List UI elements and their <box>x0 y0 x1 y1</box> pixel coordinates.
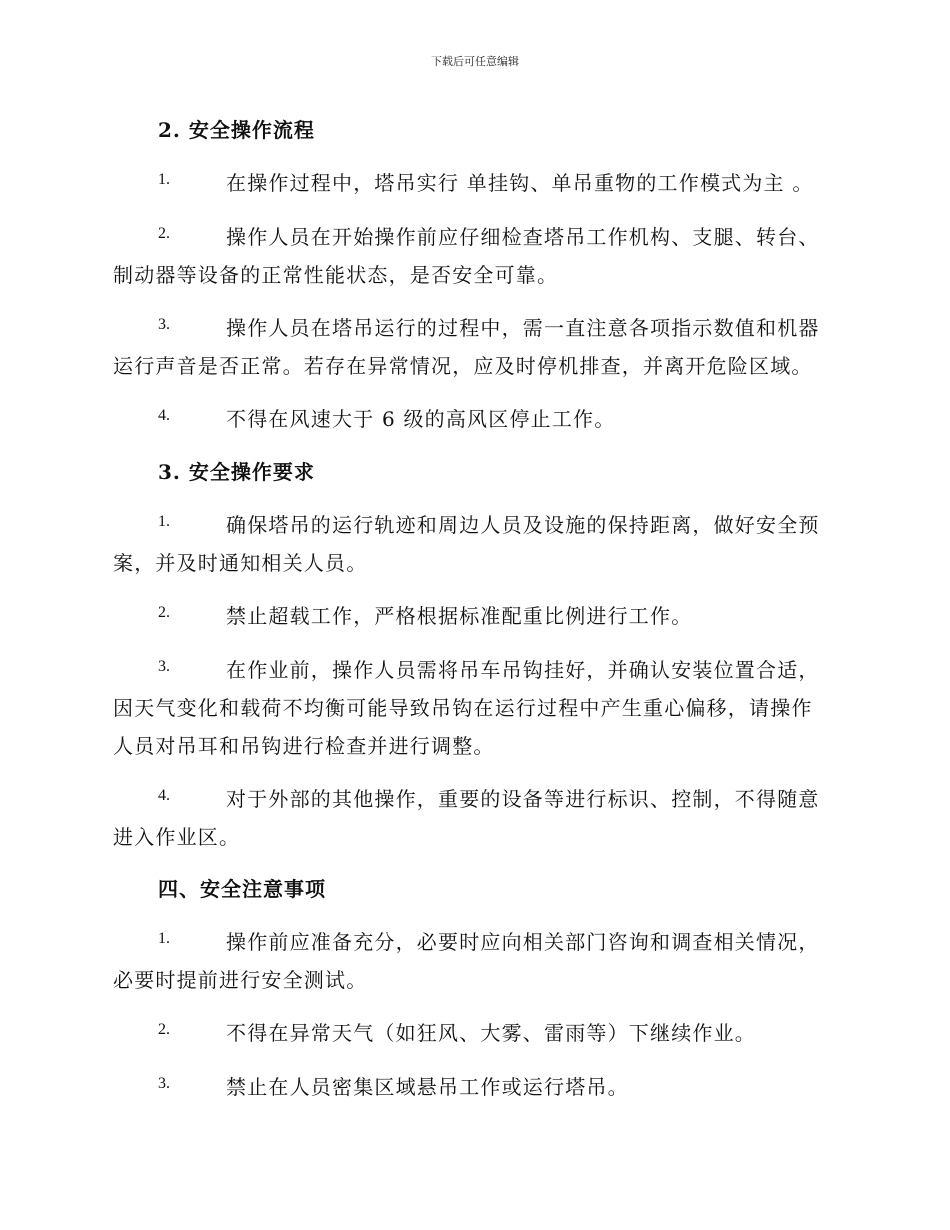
item-text: 制动器等设备的正常性能状态，是否安全可靠。 <box>113 263 559 287</box>
item-number: 2. <box>158 604 170 621</box>
item-text: 必要时提前进行安全测试。 <box>113 968 368 992</box>
item-text: 操作前应准备充分，必要时应向相关部门咨询和调查相关情况， <box>226 930 820 954</box>
item-text: 不得在风速大于 6 级的高风区停止工作。 <box>226 407 616 431</box>
item-text: 禁止在人员密集区域悬吊工作或运行塔吊。 <box>226 1075 629 1099</box>
item-number: 1. <box>158 930 170 947</box>
item-text: 因天气变化和载荷不均衡可能导致吊钩在运行过程中产生重心偏移，请操作 <box>113 696 813 720</box>
section-heading: 四、安全注意事项 <box>158 877 326 901</box>
item-text: 对于外部的其他操作，重要的设备等进行标识、控制，不得随意 <box>226 787 820 811</box>
item-text: 操作人员在塔吊运行的过程中，需一直注意各项指示数值和机器 <box>226 316 820 340</box>
item-text: 不得在异常天气（如狂风、大雾、雷雨等）下继续作业。 <box>226 1021 756 1045</box>
item-text: 在操作过程中，塔吊实行 单挂钩、单吊重物的工作模式为主 。 <box>226 171 814 195</box>
section-heading: 3. 安全操作要求 <box>158 460 315 484</box>
item-number: 1. <box>158 513 170 530</box>
item-number: 4. <box>158 407 170 424</box>
item-text: 禁止超载工作，严格根据标准配重比例进行工作。 <box>226 604 693 628</box>
item-number: 3. <box>158 1075 170 1092</box>
item-number: 3. <box>158 658 170 675</box>
item-number: 1. <box>158 171 170 188</box>
item-text: 进入作业区。 <box>113 825 241 849</box>
item-text: 人员对吊耳和吊钩进行检查并进行调整。 <box>113 734 495 758</box>
page-header: 下载后可任意编辑 <box>431 55 519 68</box>
section-heading: 2. 安全操作流程 <box>158 118 315 142</box>
item-text: 运行声音是否正常。若存在异常情况，应及时停机排查，并离开危险区域。 <box>113 354 813 378</box>
item-number: 4. <box>158 787 170 804</box>
item-number: 2. <box>158 225 170 242</box>
item-text: 确保塔吊的运行轨迹和周边人员及设施的保持距离，做好安全预 <box>226 513 820 537</box>
item-text: 操作人员在开始操作前应仔细检查塔吊工作机构、支腿、转台、 <box>226 225 820 249</box>
item-text: 在作业前，操作人员需将吊车吊钩挂好，并确认安装位置合适， <box>226 658 820 682</box>
item-text: 案，并及时通知相关人员。 <box>113 551 368 575</box>
item-number: 2. <box>158 1021 170 1038</box>
item-number: 3. <box>158 316 170 333</box>
